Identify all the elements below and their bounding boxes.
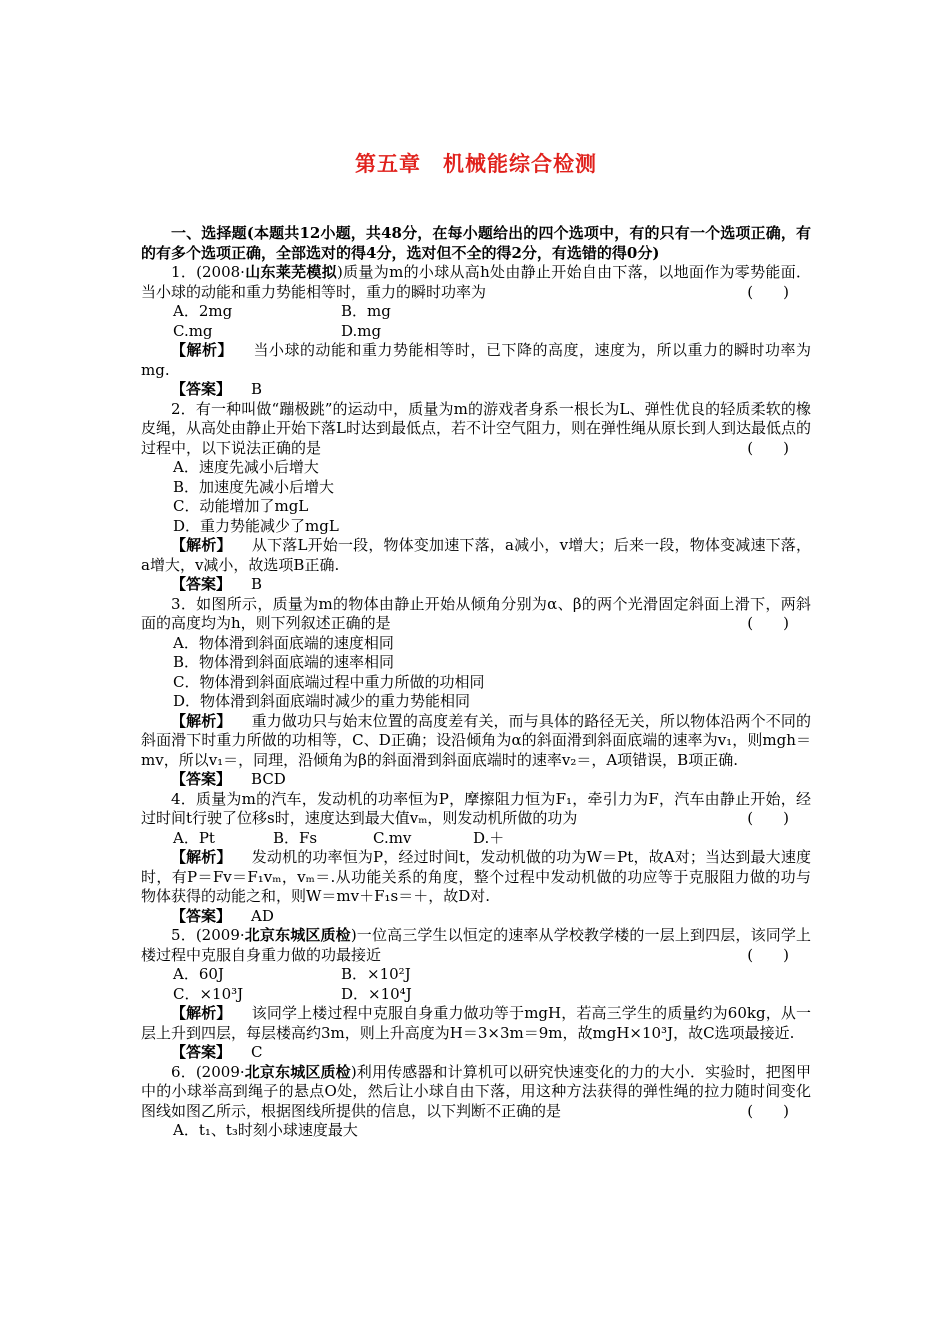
options-row xyxy=(141,965,811,985)
document-page xyxy=(141,150,811,1141)
options-row xyxy=(141,829,811,849)
option-d: D．×10⁴J xyxy=(341,984,412,1003)
option-d: D.＋ xyxy=(473,828,505,847)
question-source: 北京东城区质检 xyxy=(244,1062,351,1081)
option-b: B．物体滑到斜面底端的速率相同 xyxy=(173,653,395,671)
answer-value: B xyxy=(251,575,263,593)
analysis-label: 【解析】 xyxy=(171,848,232,866)
answer-blank: ( ) xyxy=(747,282,789,301)
answer-label: 【答案】 xyxy=(171,1043,232,1061)
answer-value: AD xyxy=(251,906,274,925)
question-1 xyxy=(141,263,811,302)
analysis-2 xyxy=(141,536,811,575)
question-source: 山东莱芜模拟 xyxy=(244,263,338,281)
answer-blank: ( ) xyxy=(747,1101,789,1120)
option-d: D.mg xyxy=(341,321,382,340)
analysis-label: 【解析】 xyxy=(171,536,232,554)
question-number: 6．(2009· xyxy=(171,1062,245,1081)
question-text: 3．如图所示，质量为m的物体由静止开始从倾角分别为α、β的两个光滑固定斜面上滑下，两斜面的高度均为h，则下列叙述正确的是 xyxy=(141,594,811,632)
analysis-5 xyxy=(141,1004,811,1043)
question-text: )质量为m的小球从高h处由静止开始自由下落，以地面作为零势能面．当小球的动能和重力势能相等时，重力的瞬时功率为 xyxy=(141,263,811,301)
analysis-text: 从下落L开始一段，物体变加速下落，a减小，v增大；后来一段，物体变减速下落，a增大，v减小，故选项B正确. xyxy=(141,536,811,574)
analysis-text: 重力做功只与始末位置的高度差有关，而与具体的路径无关，所以物体沿两个不同的斜面滑下时重力所做的功相等，C、D正确；设沿倾角为α的斜面滑到斜面底端的速率为v₁，则mgh＝mv，所以v₁＝，同理，沿倾角为β的斜面滑到斜面底端时的速率v₂＝，A项错误，B项正确. xyxy=(141,711,811,769)
section-heading: 一、选择题(本题共12小题，共48分，在每小题给出的四个选项中，有的只有一个选项正确，有的有多个选项正确，全部选对的得4分，选对但不全的得2分，有选错的得0分) xyxy=(141,224,811,262)
option-a: A．Pt xyxy=(173,828,215,847)
answer-label: 【答案】 xyxy=(171,575,232,593)
option-a: A．t₁、t₃时刻小球速度最大 xyxy=(173,1121,358,1139)
question-text: 2．有一种叫做“蹦极跳”的运动中，质量为m的游戏者身系一根长为L、弹性优良的轻质柔软的橡皮绳，从高处由静止开始下落L时达到最低点，若不计空气阻力，则在弹性绳从原长到人到达最低点的过程中，以下说法正确的是 xyxy=(141,399,811,457)
analysis-label: 【解析】 xyxy=(171,1004,232,1022)
options-row xyxy=(141,322,811,342)
question-4 xyxy=(141,790,811,829)
analysis-1 xyxy=(141,341,811,380)
analysis-label: 【解析】 xyxy=(171,711,232,730)
analysis-text: 当小球的动能和重力势能相等时，已下降的高度，速度为，所以重力的瞬时功率为mg. xyxy=(141,341,811,379)
option-b: B．×10²J xyxy=(341,965,411,983)
option-b: B．Fs xyxy=(273,828,318,847)
analysis-3 xyxy=(141,712,811,771)
answer-label: 【答案】 xyxy=(171,770,232,788)
option-c: C．物体滑到斜面底端过程中重力所做的功相同 xyxy=(173,672,485,691)
question-source: 北京东城区质检 xyxy=(244,926,351,944)
question-text: )利用传感器和计算机可以研究快速变化的力的大小．实验时，把图甲中的小球举高到绳子的悬点O处，然后让小球自由下落，用这种方法获得的弹性绳的拉力随时间变化图线如图乙所示，根据图线所提供的信息，以下判断不正确的是 xyxy=(141,1062,812,1120)
question-text: 4．质量为m的汽车，发动机的功率恒为P，摩擦阻力恒为F₁，牵引力为F，汽车由静止开始，经过时间t行驶了位移s时，速度达到最大值vₘ，则发动机所做的功为 xyxy=(141,789,811,827)
option-b: B．加速度先减小后增大 xyxy=(173,477,335,496)
option-d: D．物体滑到斜面底端时减少的重力势能相同 xyxy=(173,692,471,710)
answer-3 xyxy=(141,770,811,790)
answer-blank: ( ) xyxy=(747,438,789,457)
question-3 xyxy=(141,595,811,634)
question-text: )一位高三学生以恒定的速率从学校教学楼的一层上到四层，该同学上楼过程中克服自身重力做的功最接近 xyxy=(141,926,812,964)
question-number: 1．(2008· xyxy=(171,263,245,281)
option-a: A．速度先减小后增大 xyxy=(173,458,319,476)
option-a: A．2mg xyxy=(173,302,233,320)
analysis-text: 发动机的功率恒为P，经过时间t，发动机做的功为W＝Pt，故A对；当达到最大速度时，有P＝Fv＝F₁vₘ，vₘ＝.从功能关系的角度，整个过程中发动机做的功应等于克服阻力做的功与物体获得的动能之和，则W＝mv＋F₁s＝＋，故D对. xyxy=(141,848,811,905)
option-c: C．动能增加了mgL xyxy=(173,497,309,515)
option-c: C.mv xyxy=(373,828,412,847)
answer-1 xyxy=(141,380,811,400)
analysis-4 xyxy=(141,848,811,907)
answer-5 xyxy=(141,1043,811,1063)
answer-blank: ( ) xyxy=(747,945,789,964)
options-row xyxy=(141,302,811,322)
option-a: A．60J xyxy=(173,965,224,983)
option-c: C．×10³J xyxy=(173,984,244,1003)
answer-label: 【答案】 xyxy=(171,906,232,925)
answer-value: BCD xyxy=(251,770,286,788)
option-c: C.mg xyxy=(173,321,213,340)
options-row xyxy=(141,985,811,1005)
analysis-label: 【解析】 xyxy=(171,341,233,359)
page-title: 第五章 机械能综合检测 xyxy=(355,151,597,176)
question-5 xyxy=(141,926,811,965)
analysis-text: 该同学上楼过程中克服自身重力做功等于mgH，若高三学生的质量约为60kg，从一层上升到四层，每层楼高约3m，则上升高度为H＝3×3m＝9m，故mgH×10³J，故C选项最接近. xyxy=(141,1004,811,1042)
answer-blank: ( ) xyxy=(747,809,789,827)
answer-label: 【答案】 xyxy=(171,380,232,398)
answer-blank: ( ) xyxy=(747,614,789,632)
question-2 xyxy=(141,400,811,459)
option-b: B．mg xyxy=(341,302,391,320)
answer-4 xyxy=(141,907,811,927)
question-number: 5．(2009· xyxy=(171,926,245,944)
question-6 xyxy=(141,1063,811,1122)
option-d: D．重力势能减少了mgL xyxy=(173,516,339,535)
option-a: A．物体滑到斜面底端的速度相同 xyxy=(173,633,394,652)
answer-value: C xyxy=(251,1043,263,1061)
answer-value: B xyxy=(251,380,263,398)
answer-2 xyxy=(141,575,811,595)
